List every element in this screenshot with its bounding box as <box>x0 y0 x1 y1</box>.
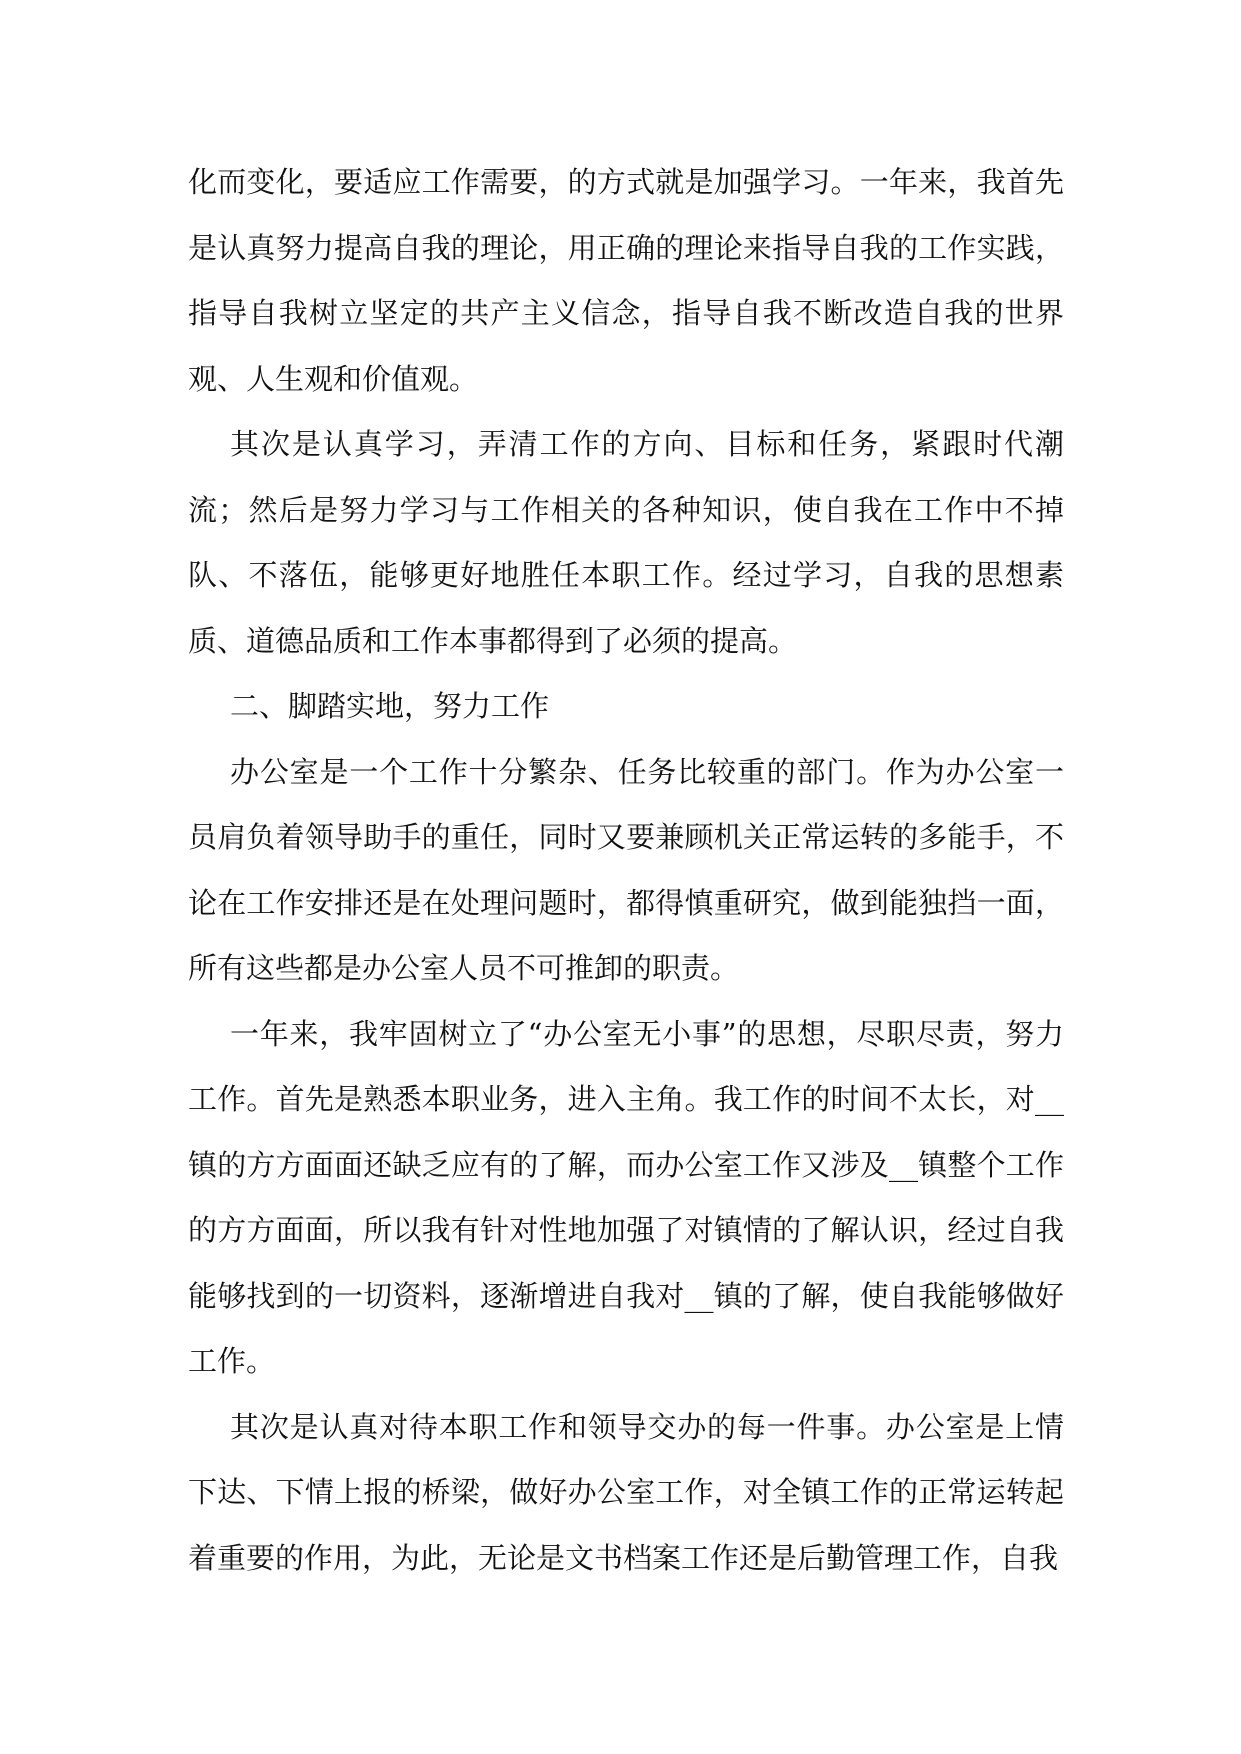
paragraph-4: 一年来，我牢固树立了“办公室无小事”的思想，尽职尽责，努力工作。首先是熟悉本职业务，进入主角。我工作的时间不太长，对__镇的方方面面还缺乏应有的了解，而办公室工作又涉及__镇整个工作的方方面面，所以我有针对性地加强了对镇情的了解认识，经过自我能够找到的一切资料，逐渐增进自我对__镇的了解，使自我能够做好工作。 <box>188 1016 1064 1378</box>
section-heading: 二、脚踏实地，努力工作 <box>230 689 550 723</box>
paragraph-2: 其次是认真学习，弄清工作的方向、目标和任务，紧跟时代潮流；然后是努力学习与工作相关的各种知识，使自我在工作中不掉队、不落伍，能够更好地胜任本职工作。经过学习，自我的思想素质、道德品质和工作本事都得到了必须的提高。 <box>188 427 1064 658</box>
paragraph-5: 其次是认真对待本职工作和领导交办的每一件事。办公室是上情下达、下情上报的桥梁，做好办公室工作，对全镇工作的正常运转起着重要的作用，为此，无论是文书档案工作还是后勤管理工作，自我 <box>188 1409 1064 1575</box>
document-body <box>188 150 1064 1591</box>
paragraph-3: 办公室是一个工作十分繁杂、任务比较重的部门。作为办公室一员肩负着领导助手的重任，同时又要兼顾机关正常运转的多能手，不论在工作安排还是在处理问题时，都得慎重研究，做到能独挡一面，所有这些都是办公室人员不可推卸的职责。 <box>188 754 1064 985</box>
paragraph-1: 化而变化，要适应工作需要，的方式就是加强学习。一年来，我首先是认真努力提高自我的理论，用正确的理论来指导自我的工作实践，指导自我树立坚定的共产主义信念，指导自我不断改造自我的世界观、人生观和价值观。 <box>188 165 1064 396</box>
